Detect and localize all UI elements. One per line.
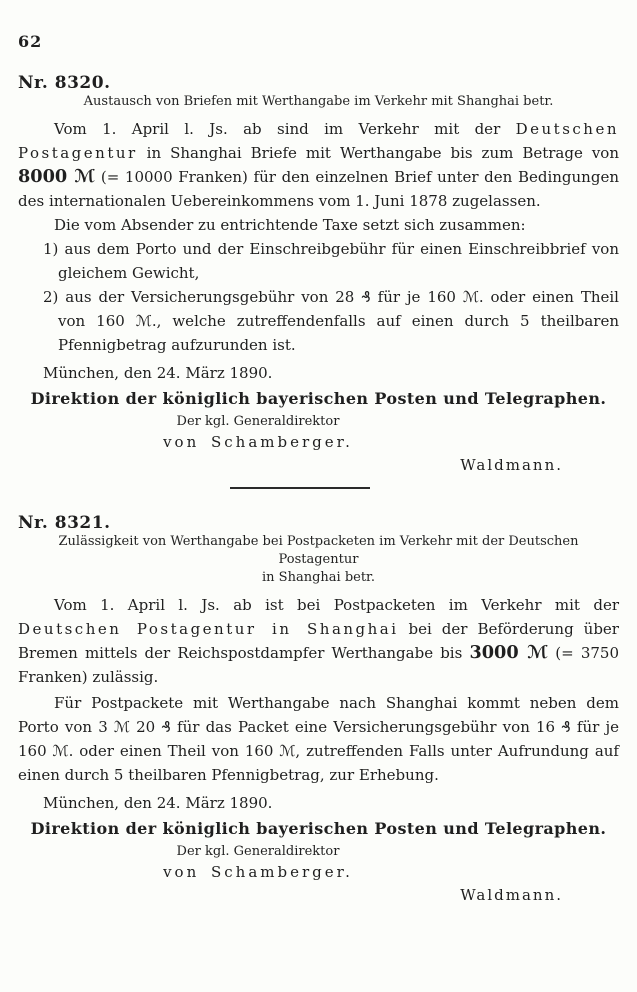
signature-role: Der kgl. Generaldirektor xyxy=(176,414,340,429)
list-item-text: aus der Versicherungsgebühr von 28 ₰ für je 160 ℳ. oder einen Theil von 160 ℳ., welche zutreffendenfalls auf einen durch 5 theilbaren Pfennigbetrag aufzurunden ist. xyxy=(58,288,619,354)
enumerated-list xyxy=(18,237,619,357)
dateline: München, den 24. März 1890. xyxy=(43,364,273,382)
section-subject-line2: in Shanghai betr. xyxy=(262,570,375,585)
section-body xyxy=(18,593,619,787)
signature-block xyxy=(18,413,498,453)
list-item-text: aus dem Porto und der Einschreibgebühr für einen Einschreibbrief von gleichem Gewicht, xyxy=(58,240,619,282)
section-subject-line1: Zulässigkeit von Werthangabe bei Postpacketen im Verkehr mit der Deutschen Postagentur xyxy=(58,534,579,567)
signature-organization: Direktion der königlich bayerischen Posten und Telegraphen. xyxy=(30,819,607,838)
signature-name: von Schamberger. xyxy=(163,433,353,451)
paragraph: Die vom Absender zu entrichtende Taxe setzt sich zusammen: xyxy=(54,216,526,234)
countersignature: Waldmann. xyxy=(460,456,563,474)
document-page xyxy=(0,32,637,992)
signature-name: von Schamberger. xyxy=(163,863,353,881)
section-number-label: Nr. 8320. xyxy=(18,73,111,93)
signature-organization: Direktion der königlich bayerischen Posten und Telegraphen. xyxy=(30,389,607,408)
page-number: 62 xyxy=(18,32,43,51)
signature-role: Der kgl. Generaldirektor xyxy=(176,844,340,859)
signature-block xyxy=(18,843,498,883)
section-8320 xyxy=(18,73,619,475)
dateline: München, den 24. März 1890. xyxy=(43,794,273,812)
section-8321 xyxy=(18,513,619,905)
section-number-label: Nr. 8321. xyxy=(18,513,111,533)
paragraph: Vom 1. April l. Js. ab sind im Verkehr mit der Deutschen Postagentur in Shanghai Briefe mit Werthangabe bis zum Betrage von 8000 ℳ (= 10000 Franken) für den einzelnen Brief unter den Bedingungen des internationalen Uebereinkommens vom 1. Juni 1878 zugelassen. xyxy=(18,120,619,210)
paragraph: Für Postpackete mit Werthangabe nach Shanghai kommt neben dem Porto von 3 ℳ 20 ₰ für das Packet eine Versicherungsgebühr von 16 ₰ für je 160 ℳ. oder einen Theil von 160 ℳ, zutreffenden Falls unter Aufrundung auf einen durch 5 theilbaren Pfennigbetrag, zur Erhebung. xyxy=(18,694,619,784)
section-divider xyxy=(230,487,370,489)
list-item xyxy=(18,285,619,357)
section-subject: Austausch von Briefen mit Werthangabe im Verkehr mit Shanghai betr. xyxy=(83,94,554,109)
list-marker: 1) xyxy=(43,240,59,258)
list-marker: 2) xyxy=(43,288,59,306)
countersignature: Waldmann. xyxy=(460,886,563,904)
paragraph: Vom 1. April l. Js. ab ist bei Postpacketen im Verkehr mit der Deutschen Postagentur in Shanghai bei der Beförderung über Bremen mittels der Reichspostdampfer Werthangabe bis 3000 ℳ (= 3750 Franken) zulässig. xyxy=(18,596,619,686)
section-body xyxy=(18,117,619,357)
list-item xyxy=(18,237,619,285)
